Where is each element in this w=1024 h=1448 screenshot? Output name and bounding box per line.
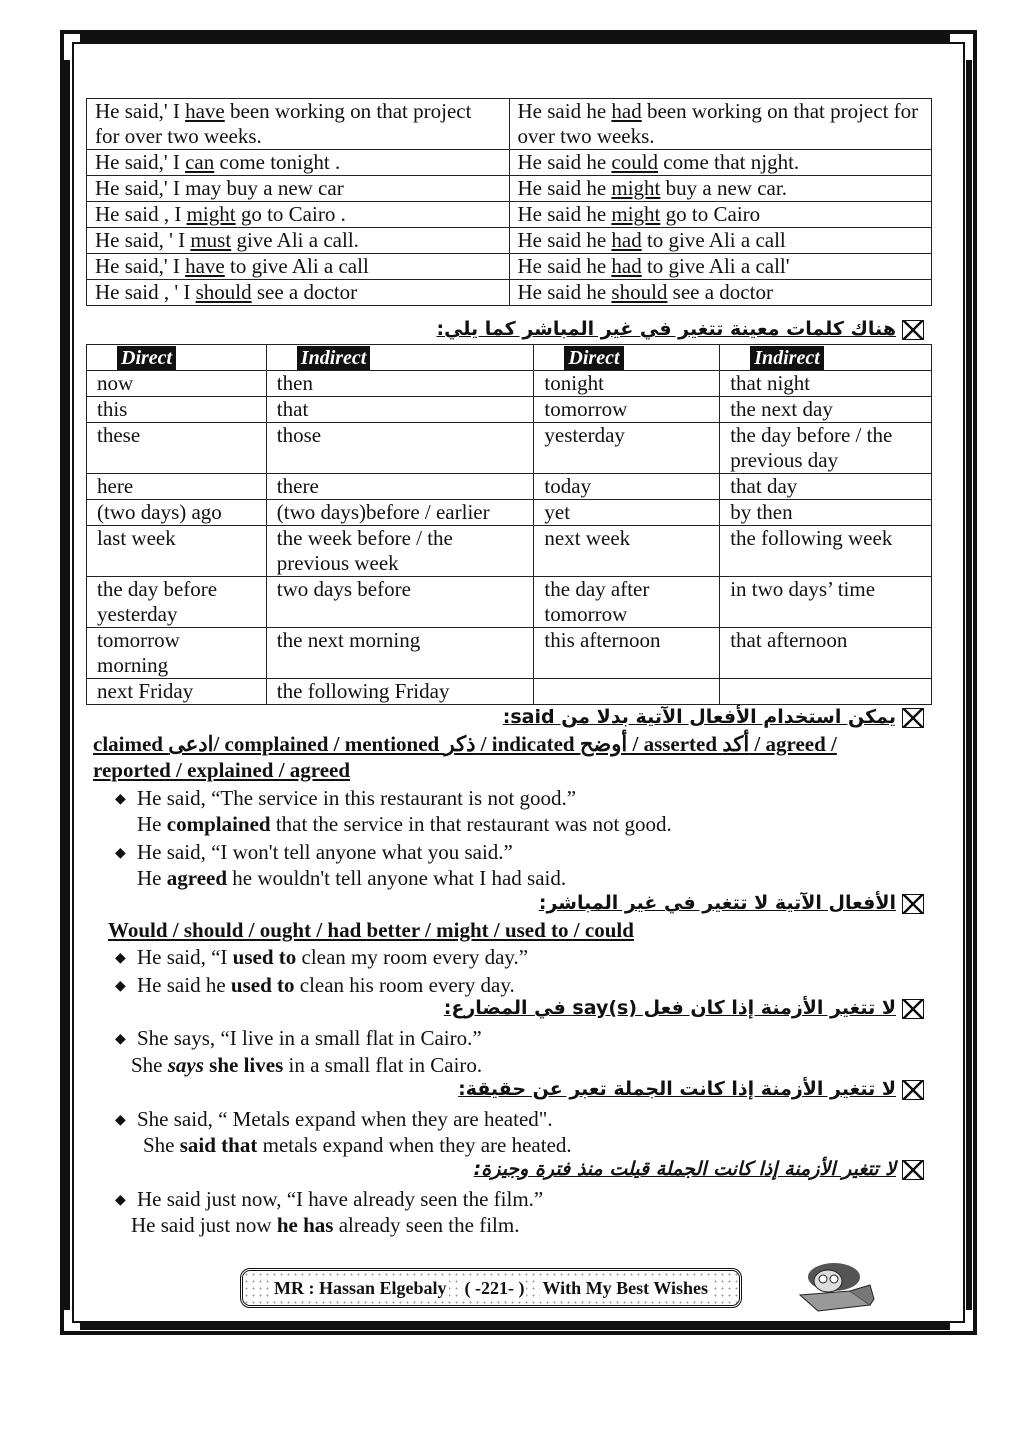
example-8: She said that metals expand when they are heated. [143, 1133, 572, 1157]
words-cell: in two days’ time [720, 577, 932, 628]
words-table-row [87, 423, 932, 474]
indirect-sentence: He said he had to give Ali a call' [509, 254, 932, 280]
modal-table-row [87, 280, 932, 306]
reporting-verbs-line1: claimed ادعى/ complained / mentioned ذكر / indicated أوضح / asserted أكد / agreed / [93, 732, 837, 756]
words-cell: tomorrow morning [87, 628, 267, 679]
words-cell: the day after tomorrow [534, 577, 720, 628]
words-cell: tonight [534, 371, 720, 397]
words-cell: that afternoon [720, 628, 932, 679]
direct-sentence: He said,' I have been working on that project for over two weeks. [87, 99, 510, 150]
mascot-reader-icon [790, 1255, 878, 1317]
diamond-bullet-icon: ◆ [115, 1193, 126, 1208]
example-7: ◆ She said, “ Metals expand when they are heated". [115, 1106, 553, 1134]
modal-change-table [86, 98, 932, 306]
says-heading: لا تتغير الأزمنة إذا كان فعل say(s) في المضارع: [444, 997, 924, 1019]
flag-bullet-icon [902, 1080, 924, 1100]
words-cell: the week before / the previous week [266, 526, 534, 577]
example-5: ◆ She says, “I live in a small flat in Cairo.” [115, 1025, 482, 1053]
words-cell: last week [87, 526, 267, 577]
words-table-row [87, 679, 932, 705]
words-table-row [87, 628, 932, 679]
modal-table-row [87, 202, 932, 228]
flag-bullet-icon [902, 708, 924, 728]
indirect-sentence: He said he had to give Ali a call [509, 228, 932, 254]
indirect-sentence: He said he might buy a new car. [509, 176, 932, 202]
fact-heading: لا تتغير الأزمنة إذا كانت الجملة تعبر عن حقيقة: [458, 1078, 924, 1100]
words-cell: the next day [720, 397, 932, 423]
footer-wishes: With My Best Wishes [542, 1277, 709, 1298]
words-table-row [87, 474, 932, 500]
direct-sentence: He said, ' I must give Ali a call. [87, 228, 510, 254]
example-6: She says she lives in a small flat in Cairo. [131, 1053, 483, 1077]
words-heading: هناك كلمات معينة تتغير في غير المباشر كما يلي: [436, 318, 924, 340]
direct-sentence: He said , I might go to Cairo . [87, 202, 510, 228]
words-cell: the day before / the previous day [720, 423, 932, 474]
words-table-row [87, 526, 932, 577]
words-cell: those [266, 423, 534, 474]
frame-bar-right [966, 60, 972, 1310]
words-cell: there [266, 474, 534, 500]
diamond-bullet-icon: ◆ [115, 1113, 126, 1128]
words-cell: then [266, 371, 534, 397]
words-cell: that [266, 397, 534, 423]
words-cell: yesterday [534, 423, 720, 474]
example-2b: He agreed he wouldn't tell anyone what I had said. [137, 866, 567, 890]
indirect-sentence: He said he should see a doctor [509, 280, 932, 306]
words-cell: this [87, 397, 267, 423]
words-cell: the following Friday [266, 679, 534, 705]
words-cell: the day before yesterday [87, 577, 267, 628]
time-place-words-table [86, 344, 932, 705]
words-cell: here [87, 474, 267, 500]
direct-sentence: He said,' I have to give Ali a call [87, 254, 510, 280]
example-2a: ◆ He said, “I won't tell anyone what you said.” [115, 839, 513, 867]
words-header-cell: Indirect [266, 345, 534, 371]
reporting-verbs-line2: reported / explained / agreed [93, 758, 351, 782]
said-heading: يمكن استخدام الأفعال الآتية بدلا من said: [503, 706, 924, 728]
words-cell: the next morning [266, 628, 534, 679]
words-cell: the following week [720, 526, 932, 577]
words-cell [720, 679, 932, 705]
words-table-row [87, 397, 932, 423]
flag-bullet-icon [902, 894, 924, 914]
words-cell [534, 679, 720, 705]
footer-banner [240, 1268, 742, 1308]
words-cell: this afternoon [534, 628, 720, 679]
words-table-row [87, 371, 932, 397]
example-1b: He complained that the service in that restaurant was not good. [137, 812, 672, 836]
words-header-cell: Direct [87, 345, 267, 371]
example-10: He said just now he has already seen the film. [131, 1213, 520, 1237]
recent-heading: لا تتغير الأزمنة إذا كانت الجملة قيلت منذ فترة وجيزة: [474, 1158, 924, 1180]
example-4: ◆ He said he used to clean his room every day. [115, 972, 515, 1000]
diamond-bullet-icon: ◆ [115, 979, 126, 994]
diamond-bullet-icon: ◆ [115, 792, 126, 807]
indirect-sentence: He said he might go to Cairo [509, 202, 932, 228]
words-cell: (two days)before / earlier [266, 500, 534, 526]
modal-table-row [87, 99, 932, 150]
example-9: ◆ He said just now, “I have already seen the film.” [115, 1186, 543, 1214]
frame-bar-left [64, 60, 70, 1310]
words-table-row [87, 500, 932, 526]
diamond-bullet-icon: ◆ [115, 1032, 126, 1047]
indirect-sentence: He said he had been working on that project for over two weeks. [509, 99, 932, 150]
words-header-row [87, 345, 932, 371]
words-header-cell: Indirect [720, 345, 932, 371]
direct-sentence: He said,' I may buy a new car [87, 176, 510, 202]
frame-bar-bottom [80, 1322, 950, 1330]
words-cell: now [87, 371, 267, 397]
modal-table-row [87, 228, 932, 254]
nochange-heading: الأفعال الآتية لا تتغير في غير المباشر: [539, 892, 924, 914]
words-cell: today [534, 474, 720, 500]
unchanged-modals-line: Would / should / ought / had better / might / used to / could [108, 918, 634, 942]
words-cell: that day [720, 474, 932, 500]
flag-bullet-icon [902, 999, 924, 1019]
diamond-bullet-icon: ◆ [115, 951, 126, 966]
words-cell: by then [720, 500, 932, 526]
words-header-cell: Direct [534, 345, 720, 371]
example-1a: ◆ He said, “The service in this restaurant is not good.” [115, 785, 576, 813]
diamond-bullet-icon: ◆ [115, 846, 126, 861]
footer-author: MR : Hassan Elgebaly [273, 1277, 447, 1298]
flag-bullet-icon [902, 1160, 924, 1180]
frame-bar-top [80, 34, 950, 42]
words-cell: that night [720, 371, 932, 397]
words-cell: tomorrow [534, 397, 720, 423]
words-cell: these [87, 423, 267, 474]
words-cell: next Friday [87, 679, 267, 705]
example-3: ◆ He said, “I used to clean my room every day.” [115, 944, 528, 972]
modal-table-row [87, 150, 932, 176]
direct-sentence: He said,' I can come tonight . [87, 150, 510, 176]
modal-table-row [87, 176, 932, 202]
words-table-row [87, 577, 932, 628]
indirect-sentence: He said he could come that njght. [509, 150, 932, 176]
flag-bullet-icon [902, 320, 924, 340]
words-cell: (two days) ago [87, 500, 267, 526]
direct-sentence: He said , ' I should see a doctor [87, 280, 510, 306]
words-cell: yet [534, 500, 720, 526]
footer-page-number: ( -221- ) [464, 1277, 525, 1298]
words-cell: two days before [266, 577, 534, 628]
modal-table-row [87, 254, 932, 280]
words-cell: next week [534, 526, 720, 577]
